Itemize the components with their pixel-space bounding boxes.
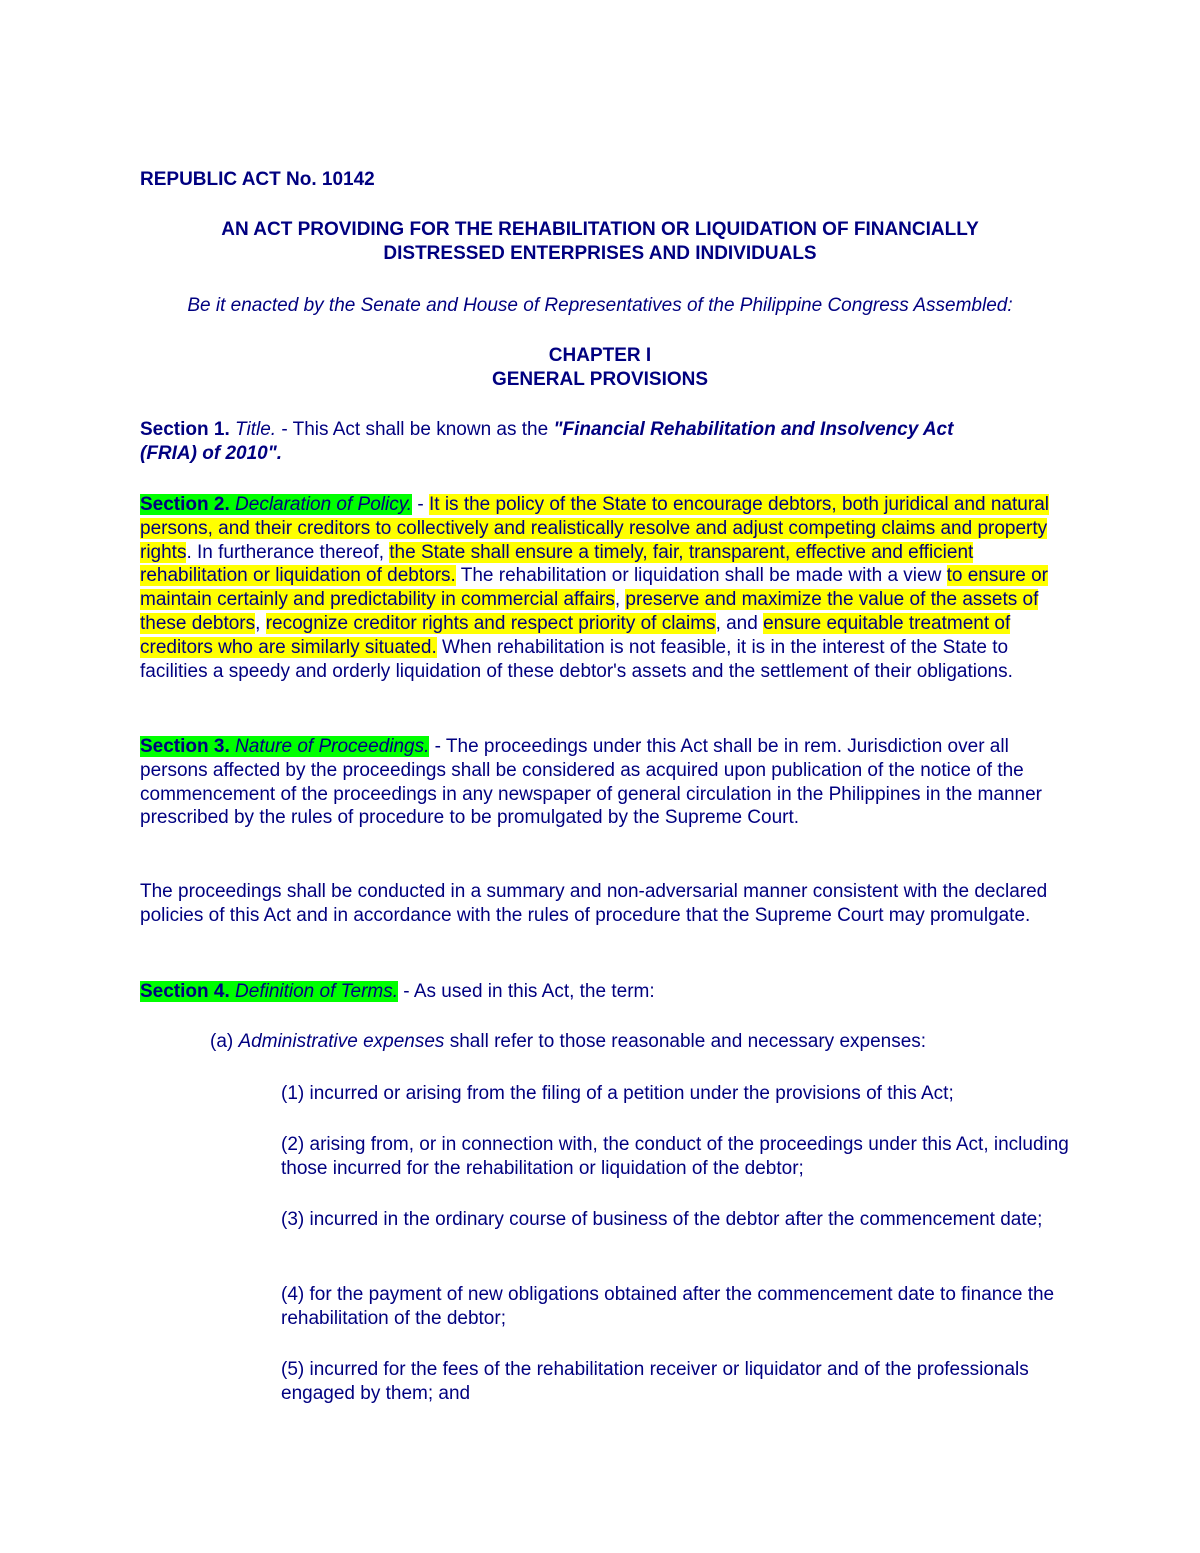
- section-1-short-title: "Financial Rehabilitation and Insolvency Act: [553, 419, 954, 440]
- section-2-policy-text: It is the policy of the State to encourage debtors, both juridical and natural persons, and their creditors to collectively and realistically resolve and adjust competing claims and property rights: [140, 494, 1049, 563]
- section-1: [140, 418, 1060, 466]
- section-2-equitable-text: ensure equitable treatment of creditors who are similarly situated.: [140, 612, 1011, 658]
- definition-a-text: shall refer to those reasonable and necessary expenses:: [444, 1031, 927, 1052]
- definition-a-item-3: (3) incurred in the ordinary course of business of the debtor after the commencement date;: [281, 1209, 1043, 1230]
- section-4-text: - As used in this Act, the term:: [398, 981, 655, 1002]
- definition-a-prefix: (a): [210, 1031, 239, 1052]
- section-2-predictability-text: to ensure or maintain certainly and predictability in commercial affairs: [140, 565, 1048, 611]
- section-3-paragraph-2: The proceedings shall be conducted in a summary and non-adversarial manner consistent with the declared policies of this Act and in accordance with the rules of procedure that the Supreme Court may promulgate.: [140, 881, 1048, 926]
- act-number: REPUBLIC ACT No. 10142: [140, 169, 375, 190]
- definition-a: [210, 1030, 1070, 1054]
- act-title-line-1: AN ACT PROVIDING FOR THE REHABILITATION OR LIQUIDATION OF FINANCIALLY: [221, 219, 979, 240]
- section-4-label-highlight: [140, 981, 398, 1002]
- section-3-heading: Section 3.: [140, 736, 230, 757]
- section-1-caption: Title.: [235, 419, 277, 440]
- definition-a-item-1: (1) incurred or arising from the filing of a petition under the provisions of this Act;: [281, 1083, 954, 1104]
- section-4: [140, 980, 1065, 1004]
- section-1-text: - This Act shall be known as the: [276, 419, 554, 440]
- section-2-text-8: ,: [255, 612, 266, 634]
- definition-a-item-5: (5) incurred for the fees of the rehabilitation receiver or liquidator and of the professionals engaged by them; and: [281, 1359, 1029, 1404]
- section-3-text: - The proceedings under this Act shall be in rem. Jurisdiction over all persons affected by the proceedings shall be considered as acquired upon publication of the notice of the commencement of the proceedings in any newspaper of general circulation in the Philippines in the manner prescribed by the rules of procedure to be promulgated by the Supreme Court.: [140, 736, 1042, 829]
- section-2-state-ensure-text: the State shall ensure a timely, fair, transparent, effective and efficient rehabilitation or liquidation of debtors.: [140, 541, 974, 587]
- section-2-text-6: ,: [614, 589, 626, 611]
- section-2-preserve-text: preserve and maximize the value of the assets of these debtors: [140, 589, 1039, 634]
- section-2-heading: Section 2.: [140, 494, 230, 515]
- section-2: [140, 493, 1065, 683]
- section-2-text-4: The rehabilitation or liquidation shall be made with a view: [455, 565, 947, 587]
- definition-a-term: Administrative expenses: [238, 1031, 445, 1052]
- enacting-clause: Be it enacted by the Senate and House of Representatives of the Philippine Congress Assembled:: [187, 295, 1013, 316]
- section-3-label-highlight: [140, 736, 429, 757]
- section-2-creditor-rights-text: recognize creditor rights and respect priority of claims: [265, 612, 716, 634]
- section-2-dash: -: [412, 494, 429, 515]
- definition-a-item-2: (2) arising from, or in connection with, the conduct of the proceedings under this Act, including those incurred for the rehabilitation or liquidation of the debtor;: [281, 1134, 1069, 1179]
- section-4-heading: Section 4.: [140, 981, 230, 1002]
- section-2-text-10: , and: [715, 612, 764, 634]
- act-title-line-2: DISTRESSED ENTERPRISES AND INDIVIDUALS: [383, 243, 817, 264]
- chapter-number: CHAPTER I: [548, 345, 652, 366]
- section-2-text-12: When rehabilitation is not feasible, it is in the interest of the State to facilities a speedy and orderly liquidation of these debtor's assets and the settlement of their obligations.: [140, 636, 1013, 682]
- section-2-label-highlight: [140, 494, 412, 515]
- definition-a-item-4: (4) for the payment of new obligations obtained after the commencement date to finance the rehabilitation of the debtor;: [281, 1284, 1055, 1329]
- section-4-caption: Definition of Terms.: [235, 981, 399, 1002]
- section-1-heading: Section 1.: [140, 419, 230, 440]
- section-2-text-2: . In furtherance thereof,: [186, 541, 390, 563]
- chapter-title: GENERAL PROVISIONS: [491, 369, 709, 390]
- section-1-short-title-cont: (FRIA) of 2010".: [140, 442, 283, 464]
- section-3-caption: Nature of Proceedings.: [235, 736, 430, 757]
- section-2-caption: Declaration of Policy.: [235, 494, 413, 515]
- section-3: [140, 735, 1065, 830]
